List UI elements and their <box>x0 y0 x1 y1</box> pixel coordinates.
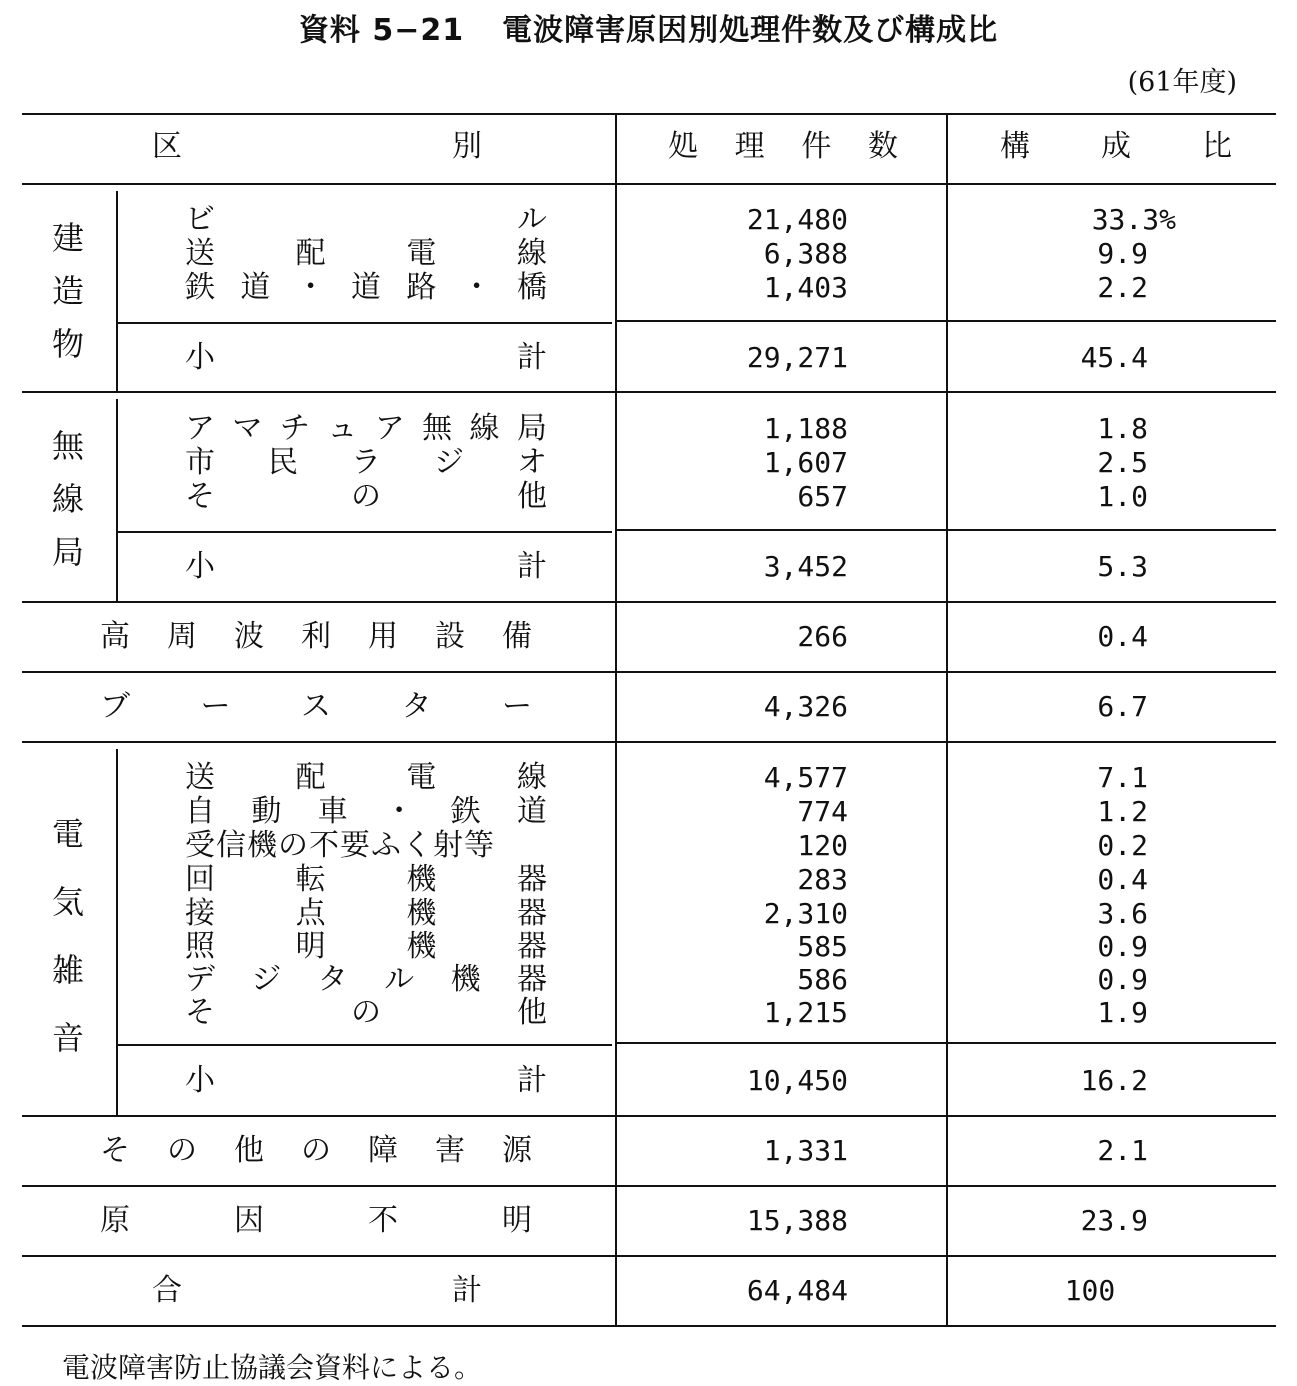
header-count: 処 理 件 数 <box>668 129 898 164</box>
rule-building-subtotal-values <box>617 320 1276 322</box>
row-count: 657 <box>797 480 848 513</box>
row-label: デ ジ タ ル 機 器 <box>185 962 547 997</box>
row-ratio: 1.0 <box>1097 480 1148 513</box>
row-ratio: 2.2 <box>1097 271 1148 304</box>
row-ratio: 1.8 <box>1097 412 1148 445</box>
group-label-building: 建 造 物 <box>51 219 84 363</box>
row-label: 接 点 機 器 <box>185 896 547 931</box>
rule-radio-subtotal-label <box>118 531 612 533</box>
row-count: 2,310 <box>763 897 848 930</box>
row-label: 自 動 車 ・ 鉄 道 <box>185 794 547 829</box>
row-ratio: 6.7 <box>1097 690 1148 723</box>
row-label-hf: 高 周 波 利 用 設 備 <box>100 619 532 654</box>
row-ratio: 9.9 <box>1097 237 1148 270</box>
rule-group-building <box>116 191 118 391</box>
rule-col-ratio <box>946 113 948 1325</box>
row-count: 120 <box>797 829 848 862</box>
row-label-other: そ の 他 の 障 害 源 <box>100 1133 532 1168</box>
row-ratio: 1.2 <box>1097 795 1148 828</box>
rule-booster-bottom <box>22 741 1276 743</box>
row-count: 585 <box>797 930 848 963</box>
subtotal-label: 小 計 <box>185 1063 547 1098</box>
row-count: 1,607 <box>763 446 848 479</box>
rule-group-radio <box>116 399 118 601</box>
row-label: 照 明 機 器 <box>185 929 547 964</box>
rule-col-count <box>615 113 617 1325</box>
row-ratio: 23.9 <box>1080 1204 1148 1237</box>
table-id: 資料 5−21 <box>298 13 465 48</box>
table-title <box>0 5 1297 49</box>
row-label: そ の 他 <box>185 995 547 1030</box>
row-ratio: 1.9 <box>1097 996 1148 1029</box>
row-count: 21,480 <box>746 203 848 236</box>
fiscal-year: (61年度) <box>1127 67 1237 98</box>
total-count: 64,484 <box>746 1274 848 1307</box>
group-label-radio: 無 線 局 <box>51 427 84 571</box>
row-ratio: 2.1 <box>1097 1134 1148 1167</box>
row-count: 1,215 <box>763 996 848 1029</box>
row-label: ビ ル <box>185 202 547 237</box>
rule-header-bottom <box>22 183 1276 185</box>
row-ratio: 2.5 <box>1097 446 1148 479</box>
header-category: 区 別 <box>152 129 482 164</box>
subtotal-label: 小 計 <box>185 549 547 584</box>
row-label: 鉄 道 ・ 道 路 ・ 橋 <box>185 270 547 305</box>
row-label-unknown: 原 因 不 明 <box>100 1203 532 1238</box>
row-count: 774 <box>797 795 848 828</box>
rule-building-subtotal-label <box>118 322 612 324</box>
row-count: 4,326 <box>763 690 848 723</box>
row-label: そ の 他 <box>185 479 547 514</box>
row-ratio: 0.9 <box>1097 930 1148 963</box>
rule-other-bottom <box>22 1185 1276 1187</box>
row-count: 4,577 <box>763 761 848 794</box>
row-label: 受信機の不要ふく射等 <box>185 828 495 863</box>
row-count: 586 <box>797 963 848 996</box>
rule-noise-bottom <box>22 1115 1276 1117</box>
header-ratio: 構 成 比 <box>1000 129 1232 164</box>
row-ratio: 0.4 <box>1097 620 1148 653</box>
total-label: 合 計 <box>152 1273 482 1308</box>
row-ratio: 0.2 <box>1097 829 1148 862</box>
rule-bottom <box>22 1325 1276 1327</box>
row-count: 266 <box>797 620 848 653</box>
subtotal-count: 3,452 <box>763 550 848 583</box>
row-ratio: 3.6 <box>1097 897 1148 930</box>
row-count: 15,388 <box>746 1204 848 1237</box>
rule-hf-bottom <box>22 671 1276 673</box>
rule-noise-subtotal-values <box>617 1042 1276 1044</box>
rule-top <box>22 113 1276 115</box>
subtotal-label: 小 計 <box>185 340 547 375</box>
row-count: 1,188 <box>763 412 848 445</box>
row-label: 市 民 ラ ジ オ <box>185 445 547 480</box>
total-ratio: 100 <box>1064 1274 1116 1307</box>
subtotal-ratio: 16.2 <box>1080 1064 1148 1097</box>
subtotal-count: 10,450 <box>746 1064 848 1097</box>
rule-unknown-bottom <box>22 1255 1276 1257</box>
group-label-noise: 電 気 雑 音 <box>51 815 84 1057</box>
row-ratio: 0.4 <box>1097 863 1148 896</box>
row-count: 6,388 <box>763 237 848 270</box>
row-ratio: 0.9 <box>1097 963 1148 996</box>
row-ratio: 7.1 <box>1097 761 1148 794</box>
rule-radio-subtotal-values <box>617 529 1276 531</box>
subtotal-ratio: 5.3 <box>1097 550 1148 583</box>
rule-building-bottom <box>22 391 1276 393</box>
row-count: 283 <box>797 863 848 896</box>
row-count: 1,403 <box>763 271 848 304</box>
rule-noise-subtotal-label <box>118 1044 612 1046</box>
subtotal-ratio: 45.4 <box>1080 341 1148 374</box>
rule-group-noise <box>116 749 118 1115</box>
row-ratio: 33.3% <box>1091 203 1176 236</box>
row-label: 回 転 機 器 <box>185 862 547 897</box>
row-label: 送 配 電 線 <box>185 760 547 795</box>
table-title-text: 電波障害原因別処理件数及び構成比 <box>502 13 999 48</box>
subtotal-count: 29,271 <box>746 341 848 374</box>
row-count: 1,331 <box>763 1134 848 1167</box>
rule-radio-bottom <box>22 601 1276 603</box>
row-label-booster: ブ ー ス タ ー <box>100 689 532 724</box>
row-label: ア マ チ ュ ア 無 線 局 <box>185 411 547 446</box>
row-label: 送 配 電 線 <box>185 236 547 271</box>
source-note: 電波障害防止協議会資料による。 <box>62 1351 483 1384</box>
